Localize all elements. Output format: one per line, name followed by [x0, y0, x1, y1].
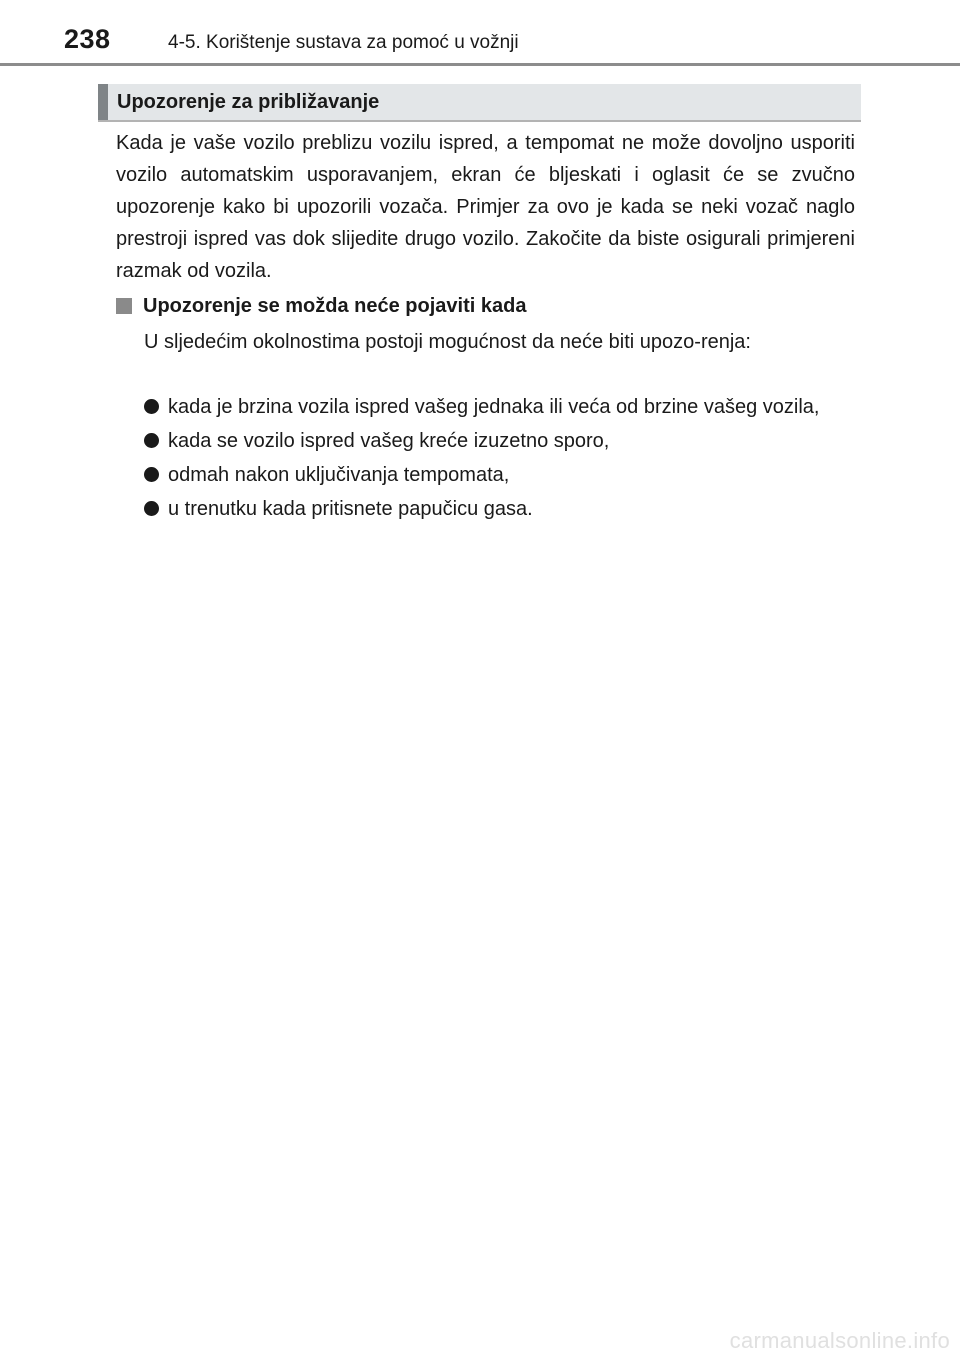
- list-item: [144, 391, 855, 423]
- bullet-list: [144, 391, 855, 527]
- list-item-text: kada je brzina vozila ispred vašeg jednaka ili veća od brzine vašeg vozila,: [168, 396, 820, 418]
- watermark: carmanualsonline.info: [729, 1328, 950, 1353]
- section-bar-accent: [98, 84, 108, 120]
- section-title: Upozorenje za približavanje: [117, 91, 380, 113]
- list-item-text: u trenutku kada pritisnete papučicu gasa.: [168, 498, 533, 520]
- square-bullet-icon: [116, 298, 132, 314]
- page-header: [0, 0, 960, 66]
- list-item: [144, 459, 855, 491]
- chapter-title: 4-5. Korištenje sustava za pomoć u vožnji: [168, 32, 519, 53]
- subsection-heading: [116, 290, 855, 320]
- section-paragraph: Kada je vaše vozilo preblizu vozilu ispred, a tempomat ne može dovoljno usporiti vozilo automatskim usporavanjem, ekran će bljeskati i oglasit će se zvučno upozorenje kako bi upozorili vozača. Primjer za ovo je kada se neki vozač naglo prestroji ispred vas dok slijedite drugo vozilo. Zakočite da biste osigurali primjereni razmak od vozila.: [116, 132, 855, 282]
- round-bullet-icon: [144, 433, 159, 448]
- subsection-intro: U sljedećim okolnostima postoji mogućnost da neće biti upozo-renja:: [144, 331, 751, 353]
- list-item-text: kada se vozilo ispred vašeg kreće izuzetno sporo,: [168, 430, 610, 452]
- list-item: [144, 493, 855, 525]
- round-bullet-icon: [144, 467, 159, 482]
- list-item-text: odmah nakon uključivanja tempomata,: [168, 464, 510, 486]
- round-bullet-icon: [144, 501, 159, 516]
- round-bullet-icon: [144, 399, 159, 414]
- header-rule: [0, 63, 960, 66]
- section-underline: [98, 120, 861, 122]
- page-number: 238: [64, 24, 111, 54]
- list-item: [144, 425, 855, 457]
- subsection-title: Upozorenje se možda neće pojaviti kada: [143, 295, 527, 317]
- section-heading-bar: [98, 84, 861, 120]
